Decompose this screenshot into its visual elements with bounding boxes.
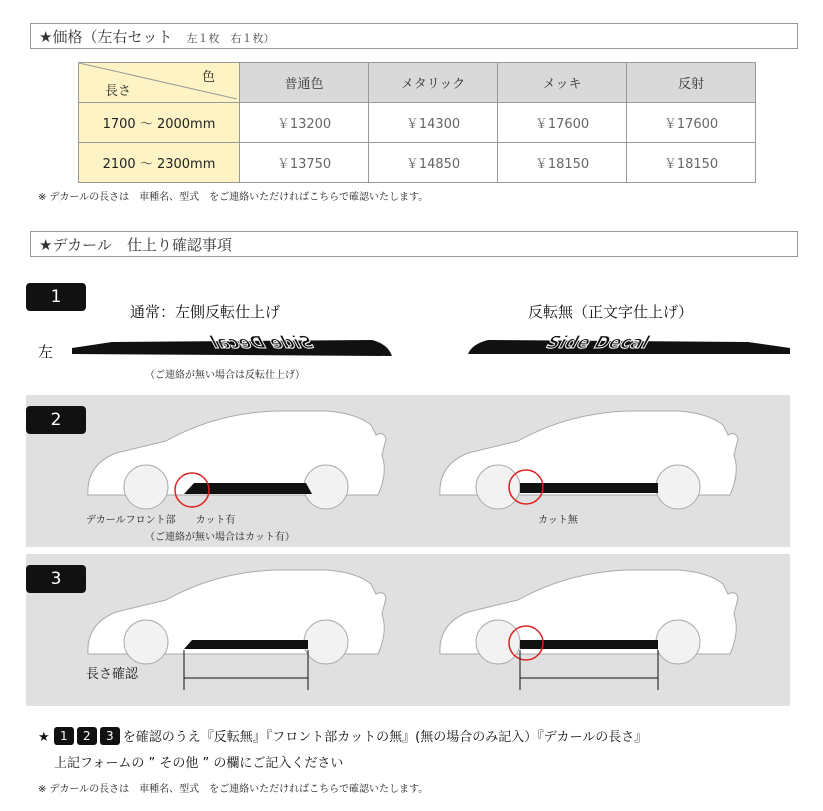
table-row [79, 103, 756, 143]
step-badge: 2 [26, 406, 86, 434]
step-badge: 1 [26, 283, 86, 311]
price-cell: ￥14850 [369, 143, 498, 183]
length-note: ※ デカールの長さは 車種名、型式 をご連絡いただければこちらで確認いたします。 [38, 192, 429, 203]
column-header: メタリック [369, 63, 498, 103]
decal-strip-cut [184, 483, 312, 494]
normal-decal-text: Side Decal [544, 333, 652, 353]
normal-decal [468, 332, 790, 358]
price-table [78, 62, 756, 183]
length-cell: 1700 ～ 2000mm [79, 103, 240, 143]
price-cell: ￥13750 [240, 143, 369, 183]
car-illustration-right [440, 411, 738, 509]
decal-section-header [30, 231, 798, 257]
column-header: 反射 [627, 63, 756, 103]
step-badge: 3 [26, 565, 86, 593]
decal-strip-uncut [520, 483, 658, 493]
car-illustration-left [88, 570, 386, 664]
column-header: メッキ [498, 63, 627, 103]
decal-section-title: ★デカール 仕上り確認事項 [39, 236, 232, 254]
car-illustration-left [88, 411, 386, 509]
price-cell: ￥14300 [369, 103, 498, 143]
corner-length-label: 長さ [105, 84, 132, 99]
instruction-line-1: ★ 1 2 3 を確認のうえ『反転無』『フロント部カットの無』(無の場合のみ記入）『デカールの長さ』 [38, 729, 648, 745]
step-ref-badge: 3 [100, 727, 120, 745]
price-cell: ￥18150 [627, 143, 756, 183]
step3-panel [26, 554, 790, 706]
price-section-subtitle: 左１枚 右１枚） [186, 32, 275, 45]
footer-note: ※ デカールの長さは 車種名、型式 をご連絡いただければこちらで確認いたします。 [38, 784, 429, 795]
price-cell: ￥17600 [627, 103, 756, 143]
side-label: 左 [38, 343, 54, 361]
car-illustration-right [440, 570, 738, 664]
table-corner [79, 63, 240, 103]
reversed-finish-label: 反転無（正文字仕上げ） [528, 303, 694, 321]
length-check-label: 長さ確認 [86, 667, 139, 682]
no-cut-label: カット無 [538, 515, 578, 526]
finish-default-note: （ご連絡が無い場合は反転仕上げ） [145, 370, 305, 381]
decal-strip-cut [184, 640, 308, 649]
decal-strip-uncut [520, 640, 658, 649]
price-section-header [30, 23, 798, 49]
length-dimension-left [184, 650, 308, 690]
instruction-line-2: 上記フォームの ” その他 ” の欄にご記入ください [54, 756, 344, 771]
step3-cars [26, 554, 790, 706]
corner-color-label: 色 [201, 70, 215, 85]
length-cell: 2100 ～ 2300mm [79, 143, 240, 183]
length-dimension-right [520, 650, 658, 690]
price-section-title: ★価格（左右セット 左１枚 右１枚） [39, 28, 275, 46]
price-cell: ￥13200 [240, 103, 369, 143]
step-ref-badge: 1 [54, 727, 74, 745]
mirrored-decal [72, 332, 392, 358]
price-cell: ￥17600 [498, 103, 627, 143]
table-row [79, 143, 756, 183]
step-ref-badge: 2 [77, 727, 97, 745]
price-cell: ￥18150 [498, 143, 627, 183]
mirrored-decal-text: Side Decal [208, 333, 316, 353]
front-cut-label: デカールフロント部 カット有 [86, 515, 236, 526]
column-header: 普通色 [240, 63, 369, 103]
normal-finish-label: 通常：左側反転仕上げ [130, 303, 281, 321]
cut-default-note: （ご連絡が無い場合はカット有） [145, 532, 295, 543]
